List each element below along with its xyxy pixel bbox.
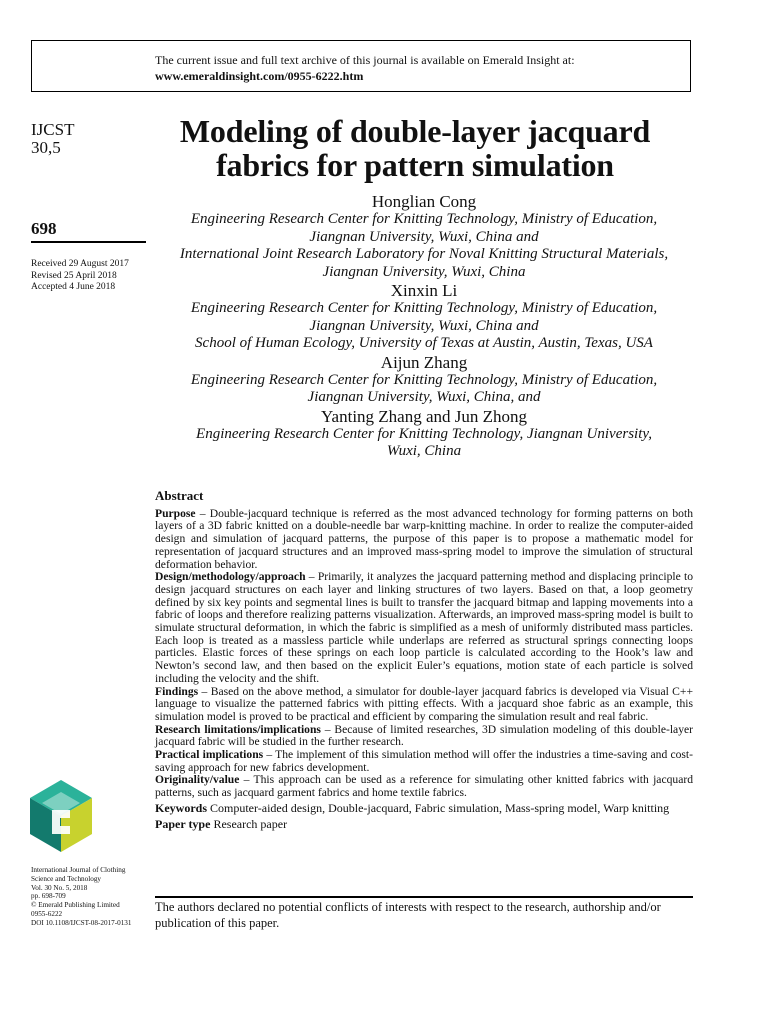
affiliation-line: Jiangnan University, Wuxi, China	[322, 263, 526, 280]
title-line: Modeling of double-layer jacquard	[179, 113, 651, 149]
section-label: Purpose	[155, 506, 196, 520]
doi[interactable]: DOI 10.1108/IJCST-08-2017-0131	[31, 918, 132, 927]
journal-name: IJCST	[31, 120, 75, 139]
author-list	[150, 192, 698, 461]
author-block	[150, 192, 698, 281]
affiliation-line: School of Human Ecology, University of Texas at Austin, Austin, Texas, USA	[195, 335, 653, 351]
article-title	[150, 114, 680, 182]
section-label: Originality/value	[155, 773, 240, 787]
abstract-limitations	[155, 724, 693, 749]
section-label: Findings	[155, 684, 199, 698]
keywords	[155, 800, 693, 816]
abstract-design	[155, 571, 693, 685]
journal-access-notice	[31, 40, 691, 92]
page-number-rule	[31, 241, 146, 243]
emerald-logo	[30, 780, 92, 852]
author-block	[150, 407, 698, 461]
section-text: – Based on the above method, a simulator for double-layer jacquard fabrics is developed via Visual C++ language to visualize the patterned fabrics with pitting effects. With a jacquard shoe fabric as an example, this simulation model is proved to be practical and efficient by comparing the simulation result and real fabric.	[155, 684, 693, 723]
author-name: Yanting Zhang and Jun Zhong	[320, 406, 528, 426]
abstract-findings	[155, 686, 693, 724]
affiliation-line: Jiangnan University, Wuxi, China and	[309, 317, 539, 334]
affiliation-line: Engineering Research Center for Knitting Technology, Ministry of Education,	[190, 300, 658, 316]
pub-info-line: pp. 698-709	[31, 892, 66, 901]
section-label: Design/methodology/approach	[155, 570, 306, 584]
affiliation-line: Wuxi, China	[386, 443, 462, 459]
section-label: Research limitations/implications	[155, 722, 321, 736]
affiliation-line: Engineering Research Center for Knitting Technology, Ministry of Education,	[190, 371, 658, 388]
author-block	[150, 353, 698, 407]
paper-type-label: Paper type	[155, 816, 211, 831]
section-text: – Double-jacquard technique is referred as the most advanced technology for forming patterns on both layers of a 3D fabric knitted on a double-needle bar warp-knitting machine. In order to realize the computer-aided design and simulation of jacquard patterns, the purpose of this paper is to propose a mathematic model for representation of jacquard structures and an improved mass-spring model to improve the simulation of structural deformation behavior.	[155, 506, 693, 571]
pub-info-line: International Journal of Clothing	[31, 866, 126, 874]
notice-text: The current issue and full text archive of this journal is available on Emerald Insight at:	[155, 53, 575, 67]
author-block	[150, 281, 698, 353]
section-text: – Primarily, it analyzes the jacquard patterning method and displacing principle to design jacquard structures on each layer and linking structures of two layers. Based on that, a loop geometry defined by six key points and segmental lines is built to transfer the jacquard bitmap and lapping movements into a fabric of loops and therefore realizing patterns visualization. Afterwards, an improved mass-spring model is built to simulate structural deformation, in which the fabric is simplified as a mesh of uniformly distributed mass particles. Each loop is treated as a massless particle while underlaps are referred as structural springs connecting loops particles. Elastic forces of these springs on each loop particle is calculated according to the Hook’s law and Newton’s second law, and then based on the explicit Euler’s equations, motion state of each particle is solved including the velocity and the shift.	[155, 570, 693, 685]
author-name: Xinxin Li	[390, 281, 458, 300]
volume-issue: 30,5	[31, 138, 61, 157]
abstract-practical	[155, 749, 693, 774]
affiliation-line: International Joint Research Laboratory for Noval Knitting Structural Materials,	[179, 246, 669, 262]
footnote-rule	[155, 896, 693, 898]
pub-info-line: 0955-6222	[31, 909, 63, 918]
journal-abbreviation	[31, 121, 74, 157]
title-line: fabrics for pattern simulation	[216, 147, 614, 183]
abstract-purpose	[155, 508, 693, 572]
pub-info-line: Science and Technology	[31, 874, 102, 883]
abstract-heading: Abstract	[155, 488, 204, 503]
publication-info	[31, 866, 151, 928]
author-name: Aijun Zhang	[380, 352, 468, 372]
conflict-statement: The authors declared no potential conflicts of interests with respect to the research, authorship and/or publication of this paper.	[155, 900, 661, 930]
affiliation-line: Engineering Research Center for Knitting Technology, Ministry of Education,	[190, 211, 658, 227]
revised-date: Revised 25 April 2018	[31, 270, 117, 281]
keywords-text: Computer-aided design, Double-jacquard, Fabric simulation, Mass-spring model, Warp knitting	[207, 800, 670, 815]
affiliation-line: Jiangnan University, Wuxi, China, and	[307, 389, 541, 405]
pub-info-line: © Emerald Publishing Limited	[31, 901, 120, 910]
paper-type	[155, 816, 693, 832]
pub-info-line: Vol. 30 No. 5, 2018	[31, 883, 88, 892]
author-name: Honglian Cong	[371, 192, 477, 211]
abstract-section	[155, 490, 693, 832]
affiliation-line: Engineering Research Center for Knitting Technology, Jiangnan University,	[196, 425, 652, 442]
accepted-date: Accepted 4 June 2018	[31, 282, 116, 292]
emerald-logo-icon	[30, 780, 92, 852]
page-number: 698	[31, 219, 57, 238]
received-date: Received 29 August 2017	[31, 259, 129, 269]
section-text: – Because of limited researches, 3D simulation modeling of this double-layer jacquard fabric will be studied in the further research.	[155, 722, 693, 749]
paper-type-text: Research paper	[210, 816, 288, 831]
section-text: – The implement of this simulation method will offer the industries a time-saving and cost-saving approach for new fabrics development.	[155, 748, 693, 774]
journal-url-link[interactable]: www.emeraldinsight.com/0955-6222.htm	[155, 69, 364, 83]
section-label: Practical implications	[155, 748, 264, 762]
abstract-originality	[155, 774, 693, 799]
keywords-label: Keywords	[155, 800, 207, 815]
section-text: – This approach can be used as a reference for simulating other knitted fabrics with jacquard patterns, such as jacquard garment fabrics and home textile fabrics.	[155, 773, 693, 800]
affiliation-line: Jiangnan University, Wuxi, China and	[309, 228, 539, 245]
article-dates	[31, 259, 129, 294]
